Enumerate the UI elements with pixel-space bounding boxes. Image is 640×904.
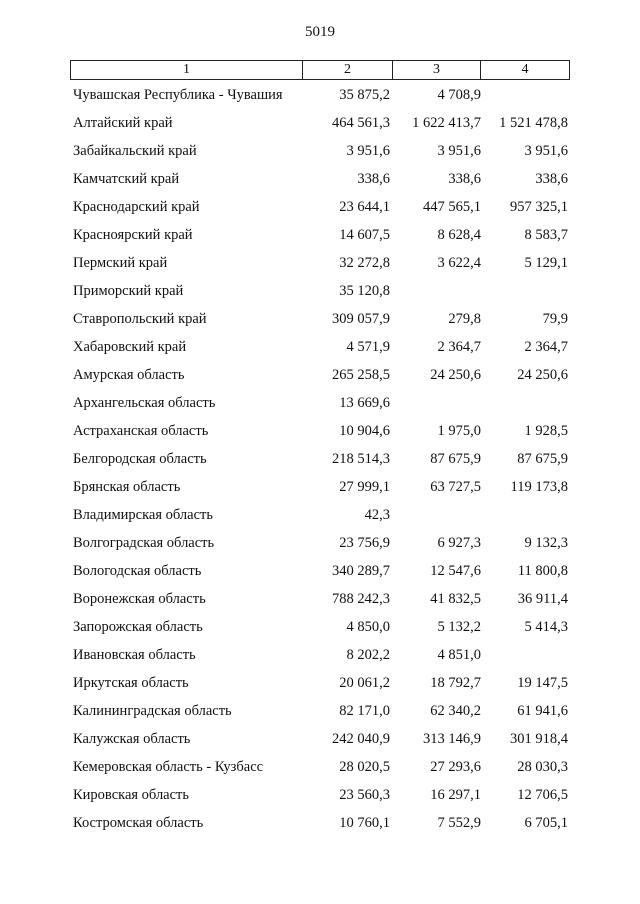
column-2-value: 23 756,9 <box>339 535 390 551</box>
region-name-cell: Краснодарский край <box>73 199 200 215</box>
region-name-cell: Воронежская область <box>73 591 206 607</box>
region-name-cell: Волгоградская область <box>73 535 215 551</box>
column-4-value: 19 147,5 <box>517 675 568 691</box>
table-row <box>0 724 640 752</box>
region-name-cell: Ставропольский край <box>73 311 207 327</box>
column-4-value: 12 706,5 <box>517 787 568 803</box>
column-3-value: 7 552,9 <box>437 815 481 831</box>
region-name-cell: Пермский край <box>73 255 168 271</box>
table-row <box>0 472 640 500</box>
table-row <box>0 780 640 808</box>
region-name-cell: Калининградская область <box>73 703 232 719</box>
table-row <box>0 192 640 220</box>
column-4-value: 957 325,1 <box>510 199 568 215</box>
region-name-cell: Кемеровская область - Кузбасс <box>73 759 264 775</box>
column-3-value: 12 547,6 <box>430 563 481 579</box>
column-4-value: 5 414,3 <box>524 619 568 635</box>
region-name-cell: Хабаровский край <box>73 339 187 355</box>
column-2-value: 464 561,3 <box>332 115 390 131</box>
column-3-value: 18 792,7 <box>430 675 481 691</box>
column-2-value: 28 020,5 <box>339 759 390 775</box>
column-header-4: 4 <box>480 61 569 79</box>
column-3-value: 62 340,2 <box>430 703 481 719</box>
region-name-cell: Костромская область <box>73 815 204 831</box>
column-2-value: 10 760,1 <box>339 815 390 831</box>
table-row <box>0 108 640 136</box>
column-4-value: 2 364,7 <box>524 339 568 355</box>
column-4-value: 87 675,9 <box>517 451 568 467</box>
column-2-value: 340 289,7 <box>332 563 390 579</box>
table-row <box>0 332 640 360</box>
column-3-value: 24 250,6 <box>430 367 481 383</box>
region-name-cell: Алтайский край <box>73 115 173 131</box>
table-header <box>70 60 570 80</box>
page-number: 5019 <box>305 24 335 40</box>
column-4-value: 24 250,6 <box>517 367 568 383</box>
column-3-value: 279,8 <box>448 311 481 327</box>
column-4-value: 8 583,7 <box>524 227 568 243</box>
region-name-cell: Астраханская область <box>73 423 209 439</box>
region-name-cell: Ивановская область <box>73 647 196 663</box>
table-row <box>0 584 640 612</box>
column-3-value: 16 297,1 <box>430 787 481 803</box>
column-3-value: 3 622,4 <box>437 255 481 271</box>
column-3-value: 1 622 413,7 <box>412 115 481 131</box>
column-3-value: 8 628,4 <box>437 227 481 243</box>
region-name-cell: Владимирская область <box>73 507 213 523</box>
column-2-value: 13 669,6 <box>339 395 390 411</box>
table-row <box>0 528 640 556</box>
region-name-cell: Иркутская область <box>73 675 189 691</box>
table-row <box>0 500 640 528</box>
column-2-value: 10 904,6 <box>339 423 390 439</box>
region-name-cell: Приморский край <box>73 283 184 299</box>
column-header-2: 2 <box>302 61 392 79</box>
table-row <box>0 416 640 444</box>
column-4-value: 36 911,4 <box>517 591 568 607</box>
column-2-value: 3 951,6 <box>346 143 390 159</box>
column-2-value: 27 999,1 <box>339 479 390 495</box>
column-4-value: 6 705,1 <box>524 815 568 831</box>
column-3-value: 5 132,2 <box>437 619 481 635</box>
column-2-value: 23 560,3 <box>339 787 390 803</box>
column-4-value: 11 800,8 <box>517 563 568 579</box>
region-name-cell: Белгородская область <box>73 451 207 467</box>
column-4-value: 301 918,4 <box>510 731 568 747</box>
column-4-value: 338,6 <box>535 171 568 187</box>
table-row <box>0 136 640 164</box>
column-header-1: 1 <box>183 62 190 77</box>
column-2-value: 242 040,9 <box>332 731 390 747</box>
column-2-value: 14 607,5 <box>339 227 390 243</box>
table-row <box>0 696 640 724</box>
column-2-value: 35 120,8 <box>339 283 390 299</box>
region-name-cell: Забайкальский край <box>73 143 197 159</box>
column-2-value: 4 850,0 <box>346 619 390 635</box>
region-name-cell: Красноярский край <box>73 227 193 243</box>
column-2-value: 309 057,9 <box>332 311 390 327</box>
column-2-value: 32 272,8 <box>339 255 390 271</box>
table-row <box>0 164 640 192</box>
column-4-value: 119 173,8 <box>510 479 568 495</box>
column-3-value: 41 832,5 <box>430 591 481 607</box>
column-2-value: 23 644,1 <box>339 199 390 215</box>
region-name-cell: Амурская область <box>73 367 185 383</box>
column-3-value: 6 927,3 <box>437 535 481 551</box>
table-row <box>0 388 640 416</box>
column-3-value: 313 146,9 <box>423 731 481 747</box>
column-4-value: 5 129,1 <box>524 255 568 271</box>
column-2-value: 218 514,3 <box>332 451 390 467</box>
table-row <box>0 752 640 780</box>
column-3-value: 2 364,7 <box>437 339 481 355</box>
column-4-value: 1 521 478,8 <box>499 115 568 131</box>
column-4-value: 28 030,3 <box>517 759 568 775</box>
column-2-value: 4 571,9 <box>346 339 390 355</box>
table-row <box>0 808 640 836</box>
table-body <box>0 80 640 836</box>
region-name-cell: Брянская область <box>73 479 181 495</box>
table-row <box>0 276 640 304</box>
table-row <box>0 304 640 332</box>
column-2-value: 42,3 <box>364 507 390 523</box>
column-2-value: 35 875,2 <box>339 87 390 103</box>
table-row <box>0 640 640 668</box>
column-3-value: 447 565,1 <box>423 199 481 215</box>
table-row <box>0 360 640 388</box>
column-2-value: 788 242,3 <box>332 591 390 607</box>
column-3-value: 87 675,9 <box>430 451 481 467</box>
column-4-value: 61 941,6 <box>517 703 568 719</box>
region-name-cell: Камчатский край <box>73 171 180 187</box>
column-2-value: 265 258,5 <box>332 367 390 383</box>
region-name-cell: Запорожская область <box>73 619 203 635</box>
region-name-cell: Калужская область <box>73 731 191 747</box>
column-3-value: 338,6 <box>448 171 481 187</box>
table-row <box>0 248 640 276</box>
column-3-value: 1 975,0 <box>437 423 481 439</box>
table-row <box>0 220 640 248</box>
column-2-value: 338,6 <box>357 171 390 187</box>
column-4-value: 79,9 <box>542 311 568 327</box>
column-3-value: 27 293,6 <box>430 759 481 775</box>
region-name-cell: Вологодская область <box>73 563 202 579</box>
column-2-value: 82 171,0 <box>339 703 390 719</box>
table-row <box>0 80 640 108</box>
column-header-3: 3 <box>392 61 480 79</box>
region-name-cell: Кировская область <box>73 787 190 803</box>
column-3-value: 3 951,6 <box>437 143 481 159</box>
table-row <box>0 556 640 584</box>
column-3-value: 63 727,5 <box>430 479 481 495</box>
table-row <box>0 444 640 472</box>
column-3-value: 4 851,0 <box>437 647 481 663</box>
region-name-cell: Чувашская Республика - Чувашия <box>73 87 283 103</box>
column-2-value: 20 061,2 <box>339 675 390 691</box>
region-name-cell: Архангельская область <box>73 395 216 411</box>
column-4-value: 1 928,5 <box>524 423 568 439</box>
table-row <box>0 668 640 696</box>
column-4-value: 3 951,6 <box>524 143 568 159</box>
table-row <box>0 612 640 640</box>
column-4-value: 9 132,3 <box>524 535 568 551</box>
column-3-value: 4 708,9 <box>437 87 481 103</box>
column-2-value: 8 202,2 <box>346 647 390 663</box>
